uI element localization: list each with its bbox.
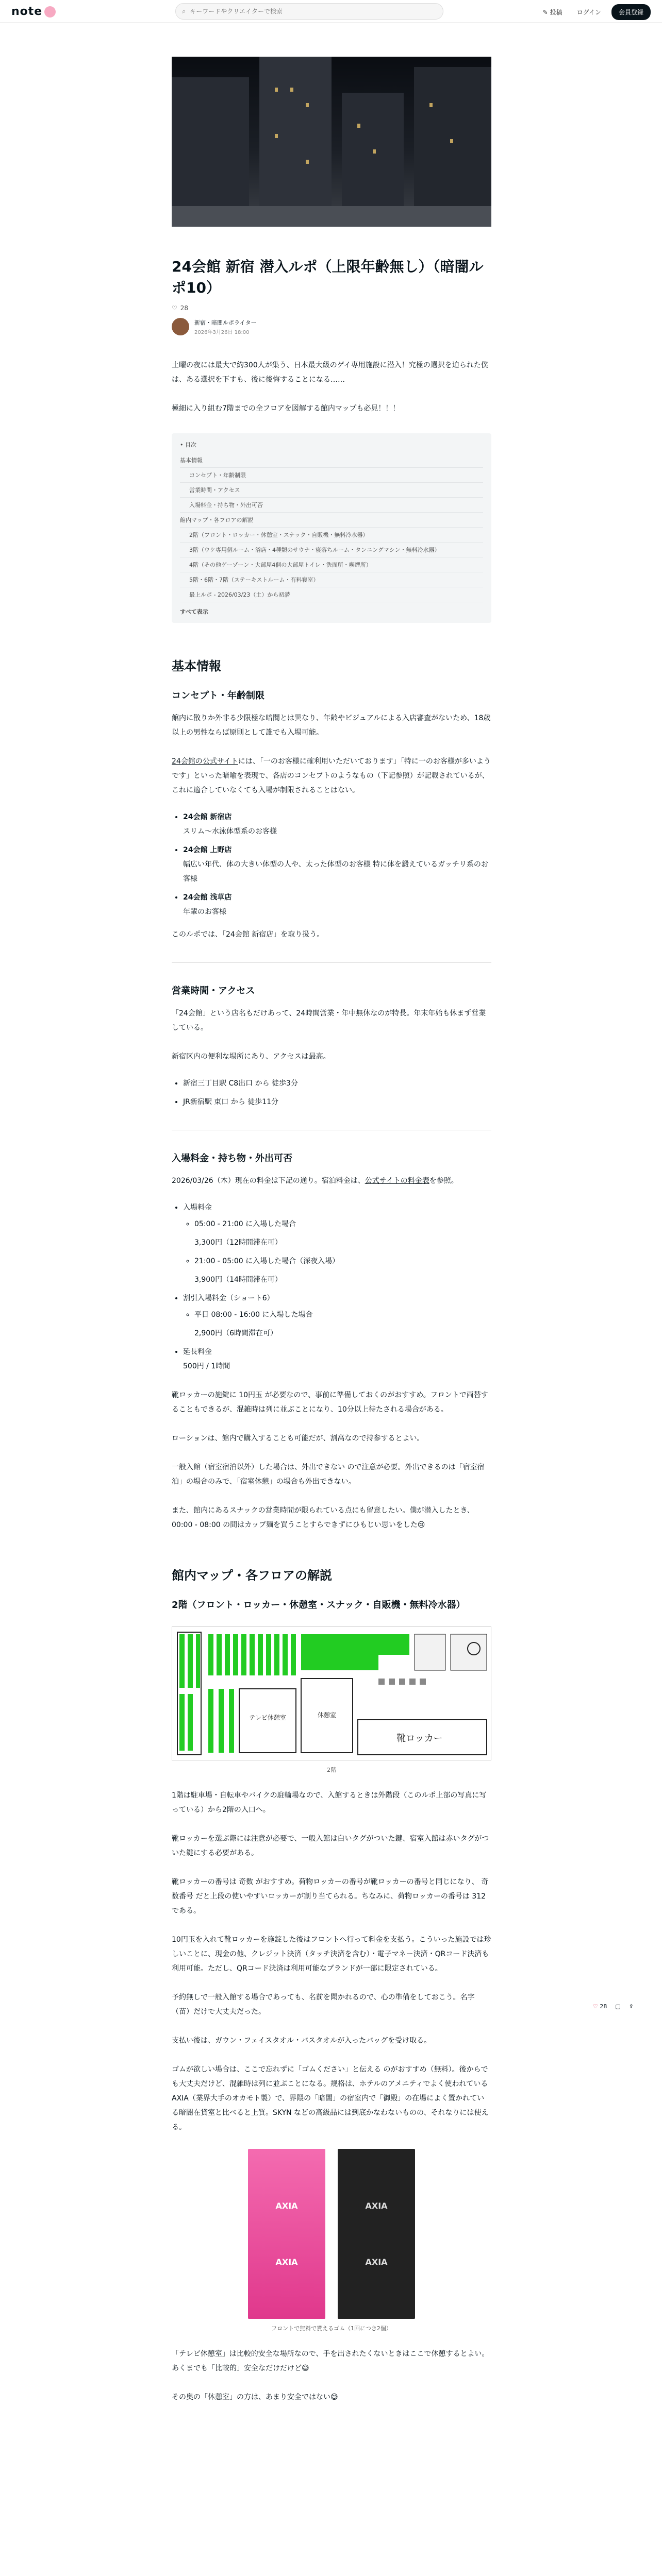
floor2-paragraph-9: その奥の「休憩室」の方は、あまり安全ではない😅 [172, 2393, 338, 2402]
toc-list [180, 453, 483, 602]
floor2-paragraph-8: 「テレビ休憩室」は比較的安全な場所なので、手を出されたくないときはここで休憩するとよい。あくまでも「比較的」安全なだけだけど😅 [172, 2350, 489, 2373]
author-name[interactable]: 新宿・暗闇ルポライター [194, 319, 257, 326]
like-count-value: 28 [180, 304, 189, 312]
floor2-paragraph-5: 予約無しで一般入館する場合であっても、名前を聞かれるので、心の準備をしておこう。名字（苗）だけで大丈夫だった。 [172, 1993, 475, 2016]
hero-image [172, 57, 491, 227]
toc-item[interactable]: 館内マップ・各フロアの解説 [180, 513, 483, 528]
logo-text: note [11, 5, 43, 18]
signup-button[interactable]: 会員登録 [611, 4, 651, 20]
fee-paragraph-5: また、館内にあるスナックの営業時間が限られている点にも留意したい。僕が潜入したとき、00:00 - 08:00 の間はカップ麺を買うことすらできずにひもじい思いをした😢 [172, 1506, 474, 1530]
floor2-title: 2階（フロント・ロッカー・休憩室・スナック・自販機・無料冷水器） [172, 1600, 466, 1611]
store-concept-list [172, 810, 491, 919]
toc-item[interactable]: 最上ルポ - 2026/03/23（土）から初潜 [180, 587, 483, 602]
official-site-link[interactable]: 24会館の公式サイト [172, 757, 238, 766]
access-list [172, 1076, 491, 1109]
heart-icon: ♡ [593, 2003, 598, 2010]
toc-item[interactable]: 5階・6階・7階（ステーキストルーム・有料寝室） [180, 572, 483, 587]
list-item: • 24会館 上野店 幅広い年代、体の大きい体型の人や、太った体型のお客様 特に体を鍛えているガッチリ系のお客様 [183, 843, 491, 886]
fee-table-link[interactable]: 公式サイトの料金表 [365, 1177, 429, 1185]
floor2-paragraph-4: 10円玉を入れて靴ロッカーを施錠した後はフロントへ行って料金を支払う。こういった施設では珍しいことに、現金の他、クレジット決済（タッチ決済を含む）・電子マネー決済・QRコード決済も利用可能。ただし、QRコード決済は利用可能なブランドが一部に限定されている。 [172, 1936, 491, 1973]
black-condom-photo: AXIA AXIA [338, 2149, 415, 2319]
list-item: • 入場料金 ◦ 05:00 - 21:00 に入場した場合 3,300円（12時間滞在可） ◦ 21:00 - 05:00 に入場した場合（深夜入場） 3,900円（14時間滞在可） [183, 1200, 491, 1287]
toc-item[interactable]: コンセプト・年齢制限 [180, 468, 483, 483]
list-item: • 割引入場料金（ショート6） ◦ 平日 08:00 - 16:00 に入場した場合 2,900円（6時間滞在可） [183, 1291, 491, 1341]
intro-paragraph: 土曜の夜には最大で約300人が集う、日本最大級のゲイ専用施設に潜入！究極の選択を迫られた僕は、ある選択を下すも、後に後悔することになる…… [172, 361, 488, 384]
article-main [172, 23, 491, 2404]
concept-paragraph-2 [172, 754, 491, 798]
login-button[interactable]: ログイン [576, 9, 601, 16]
fee-paragraph-1: 2026/03/26（木）現在の料金は下記の通り。宿泊料金は、公式サイトの料金表を参照。 [172, 1177, 458, 1185]
divider [172, 962, 491, 963]
top-header [0, 0, 662, 23]
concept-paragraph-1: 館内に散りか外非る少限極な暗闇とは異なり、年齢やビジュアルによる入店審査がないため、18歳以上の男性ならば原則として誰でも入場可能。 [172, 714, 491, 737]
list-item: • JR新宿駅 東口 から 徒歩11分 [183, 1095, 491, 1109]
side-actions [593, 2003, 634, 2010]
pink-condom-photo: AXIA AXIA [248, 2149, 325, 2319]
toc-item[interactable]: 入場料金・持ち物・外出可否 [180, 498, 483, 513]
article-title: 24会館 新宿 潜入ルポ（上限年齢無し）（暗闇ルポ10） [172, 258, 484, 296]
list-item: • 延長料金 500円 / 1時間 [183, 1345, 491, 1374]
toc-heading-label: 目次 [185, 442, 196, 449]
author-block[interactable] [172, 318, 491, 335]
search-icon: ⌕ [182, 7, 186, 15]
intro-paragraph-2: 極細に入り組む7階までの全フロアを図解する館内マップも必見！！！ [172, 404, 400, 413]
hours-title: 営業時間・アクセス [172, 986, 255, 997]
fee-title: 入場料金・持ち物・外出可否 [172, 1153, 292, 1164]
map-label-rest: 休憩室 [317, 1711, 337, 1719]
header-actions [539, 4, 651, 20]
fee-paragraph-2: 靴ロッカーの施錠に 10円玉 が必要なので、事前に準備しておくのがおすすめ。フロントで両替することもできるが、混雑時は列に並ぶことになり、10分以上待たされる場合がある。 [172, 1391, 488, 1414]
map-caption: 2階 [327, 1767, 336, 1774]
side-like-count: 28 [600, 2003, 607, 2010]
floor2-paragraph-6: 支払い後は、ガウン・フェイスタオル・バスタオルが入ったバッグを受け取る。 [172, 2037, 432, 2045]
concept-title: コンセプト・年齢制限 [172, 690, 264, 702]
condom-photos [172, 2149, 491, 2319]
list-item: • 24会館 新宿店 スリム〜水泳体型系のお客様 [183, 810, 491, 839]
search-box[interactable] [175, 3, 443, 20]
concept-paragraph-3: このルポでは、「24会館 新宿店」を取り扱う。 [172, 930, 324, 939]
avatar[interactable] [172, 318, 189, 335]
floor2-paragraph-3: 靴ロッカーの番号は 奇数 がおすすめ。荷物ロッカーの番号が靴ロッカーの番号と同じになり、 奇数番号 だと上段の使いやすいロッカーが割り当てられる。ちなみに、荷物ロッカーの番号は 312 である。 [172, 1878, 489, 1916]
toc-item[interactable]: 2階（フロント・ロッカー・休憩室・スナック・自販機・無料冷水器） [180, 528, 483, 543]
photo-caption: フロントで無料で貰えるゴム（1回につき2個） [271, 2325, 392, 2332]
list-item: • 24会館 浅草店 年輩のお客様 [183, 890, 491, 919]
comment-icon[interactable]: ▢ [615, 2003, 621, 2010]
toc-item[interactable]: 基本情報 [180, 453, 483, 468]
floor2-paragraph-1: 1階は駐車場・自転車やバイクの駐輪場なので、入館するときは外階段（このルポ上部の写真に写っている）から2階の入口へ。 [172, 1791, 487, 1815]
section-basic-title: 基本情報 [172, 659, 221, 674]
post-date: 2026年3月26日 18:00 [194, 329, 250, 335]
floor2-map [172, 1626, 491, 1760]
floor2-paragraph-2: 靴ロッカーを選ぶ際には注意が必要で、一般入館は白いタグがついた鍵、宿室入館は赤いタグがついた鍵にする必要がある。 [172, 1835, 489, 1858]
logo-badge-icon [44, 6, 56, 18]
pen-icon: ✎ [542, 8, 548, 16]
share-icon[interactable]: ⇪ [628, 2003, 634, 2010]
note-logo[interactable] [11, 5, 56, 18]
toc-item[interactable]: 営業時間・アクセス [180, 483, 483, 498]
hours-paragraph-1: 「24会館」という店名もだけあって、24時間営業・年中無休なのが特長。年末年始も休まず営業している。 [172, 1009, 486, 1032]
map-label-locker: 靴ロッカー [396, 1733, 443, 1744]
heart-icon: ♡ [172, 304, 177, 312]
post-button[interactable] [539, 5, 567, 20]
map-label-tv: テレビ休憩室 [249, 1714, 286, 1722]
toc-item[interactable]: 3階（ウケ専用個ルーム・浴店・4種類のサウナ・寝落ちルーム・タンニングマシン・無料冷水器） [180, 543, 483, 557]
hours-paragraph-2: 新宿区内の便利な場所にあり、アクセスは最高。 [172, 1053, 330, 1061]
toc-show-all-button[interactable]: すべて表示 [180, 608, 208, 616]
toc-heading: • 目次 [180, 442, 196, 449]
map-section-title: 館内マップ・各フロアの解説 [172, 1568, 333, 1583]
fee-paragraph-3: ローションは、館内で購入することも可能だが、割高なので持参するとよい。 [172, 1434, 424, 1443]
fee-list [172, 1200, 491, 1374]
fee-paragraph-4: 一般入館（宿室宿泊以外）した場合は、外出できない ので注意が必要。外出できるのは「宿室宿泊」の場合のみで、「宿室休憩」の場合も外出できない。 [172, 1463, 485, 1486]
floor2-paragraph-7: ゴムが欲しい場合は、ここで忘れずに「ゴムください」と伝える のがおすすめ（無料）。後からでも大丈夫だけど、混雑時は列に並ぶことになる。规格は、ホテルのアメニティでよく使われている AXIA（業界大手のオカモト製）で、界隈の「暗闇」の宿室内で「御殿」の在場によく置かれている暗闇在貸室と比べると上質。SKYN などの高級品には到底かなわないものの、それなりには使える。 [172, 2065, 489, 2132]
floor2-map-drawing [172, 1627, 491, 1760]
like-count[interactable] [172, 304, 491, 312]
list-item: • 新宿三丁目駅 C8出口 から 徒歩3分 [183, 1076, 491, 1091]
side-like-button[interactable] [593, 2003, 607, 2010]
post-label: 投稿 [550, 9, 562, 16]
toc-item[interactable]: 4階（その他ゲーゾーン・大部屋4個の大部屋トイレ・洗面所・喫煙所） [180, 557, 483, 572]
concept-paragraph-2-text: には、「一のお客様に確利用いただいております」「特に一のお客様が多いようです」といった暗喩を表現で、各店のコンセプトのようなもの（下記参照）が記載されているが、これに適合していなくても入場が制限されることはない。 [172, 757, 491, 795]
search-input[interactable] [190, 8, 427, 15]
table-of-contents [172, 433, 491, 623]
